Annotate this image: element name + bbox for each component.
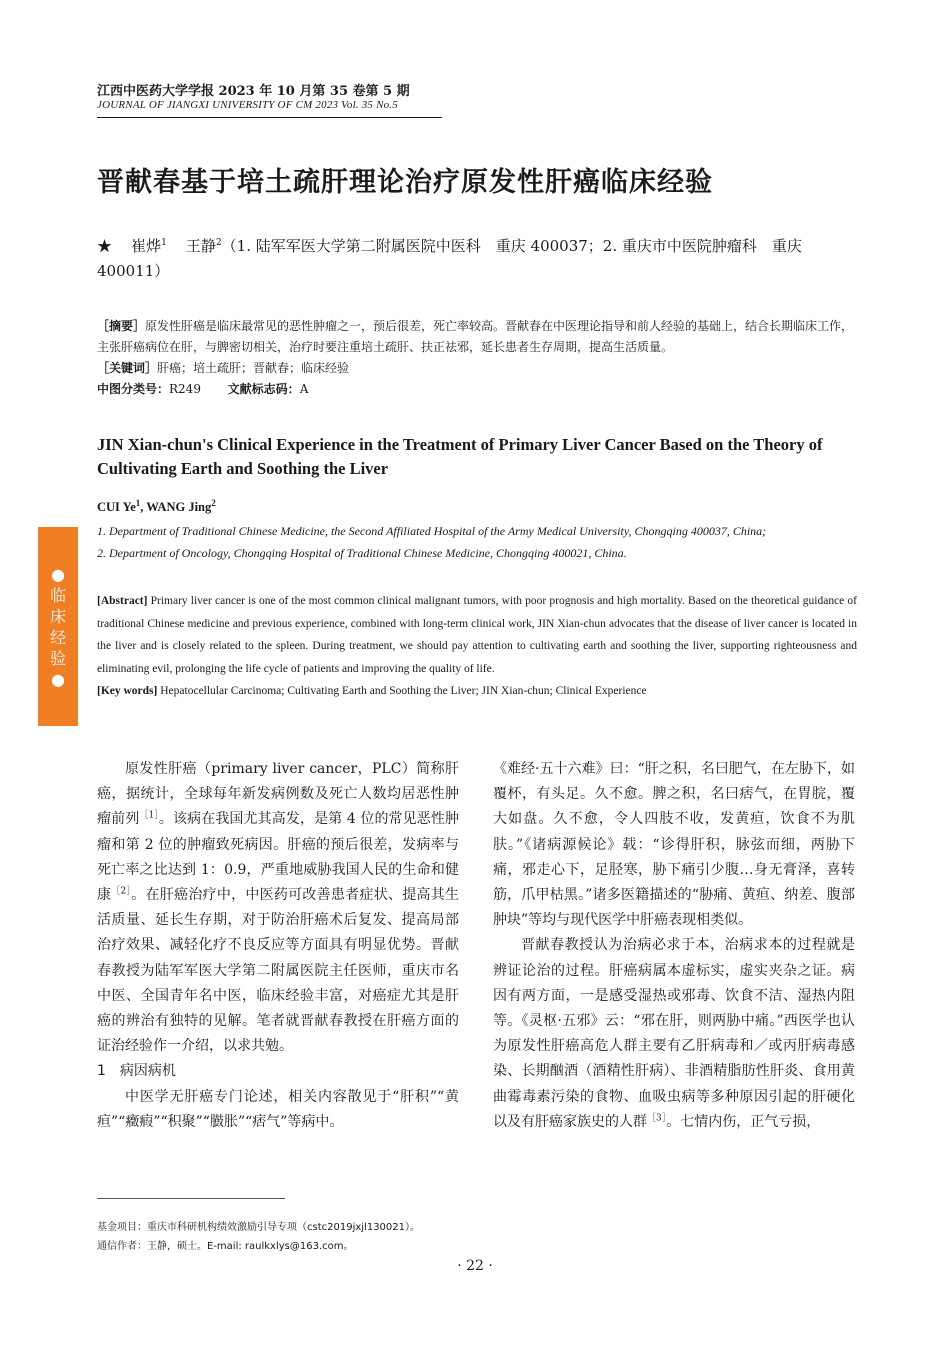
header-rule xyxy=(97,117,442,118)
abstract-en-label: [Abstract] xyxy=(97,595,148,607)
affiliation-cn: （1. 陆军军医大学第二附属医院中医科 重庆 400037；2. 重庆市中医院肿瘤科 重庆 400011） xyxy=(97,237,802,280)
citation-3: ［3］ xyxy=(647,1113,667,1124)
author-2-sup: 2 xyxy=(215,238,222,248)
section-heading-1: 1 病因病机 xyxy=(97,1063,176,1080)
journal-header-cn: 江西中医药大学学报 2023 年 10 月第 35 卷第 5 期 xyxy=(97,84,410,99)
body-text: 原发性肝癌（primary liver cancer，PLC）简称肝癌，据统计，全球每年新发病例数及死亡人数均居恶性肿瘤前列 xyxy=(97,761,459,828)
section-side-tab xyxy=(38,527,78,726)
author-2-en: WANG Jing xyxy=(146,500,212,514)
abstract-cn-body xyxy=(97,316,857,358)
body-text: 。在肝癌治疗中，中医药可改善患者症状、提高其生活质量、延长生存期，对于防治肝癌术后复发、提高局部治疗效果、减轻化疗不良反应等方面具有明显优势。晋献春教授为陆军军医大学第二附属医院主任医师，重庆市名中医、全国青年名中医，临床经验丰富，对癌症尤其是肝癌的辨治有独特的见解。笔者就晋献春教授在肝癌方面的证治经验作一介绍，以求共勉。 xyxy=(97,887,460,1055)
body-paragraph xyxy=(97,757,459,1059)
abstract-cn-label: ［摘要］ xyxy=(97,319,146,333)
author-1-en-sup: 1 xyxy=(135,497,141,508)
keywords-cn xyxy=(97,358,857,379)
citation-1: ［1］ xyxy=(139,810,159,821)
body-text: 晋献春教授认为治病必求于本，治病求本的过程就是辨证论治的过程。肝癌病属本虚标实，虚实夹杂之证。病因有两方面，一是感受湿热或邪毒、饮食不洁、湿热内阻等。《灵枢·五邪》云：“邪在肝，则两胁中痛。”西医学也认为原发性肝癌高危人群主要有乙肝病毒和／或丙肝病毒感染、长期酗酒（酒精性肝病）、非酒精脂肪性肝炎、食用黄曲霉毒素污染的食物、血吸虫病等多种原因引起的肝硬化以及有肝癌家族史的人群 xyxy=(493,937,855,1130)
keywords-en-text: Hepatocellular Carcinoma; Cultivating Earth and Soothing the Liver; JIN Xian-chun; Clinical Experience xyxy=(157,685,647,697)
footnote-correspondence: 通信作者：王静，硕士。E-mail: raulkxlys@163.com。 xyxy=(97,1241,354,1252)
side-tab-char: 床 xyxy=(49,606,66,626)
author-2-en-sup: 2 xyxy=(211,497,216,508)
side-tab-char: 经 xyxy=(49,627,66,647)
doc-code-value: A xyxy=(299,382,309,396)
keywords-cn-text: 肝癌；培土疏肝；晋献春；临床经验 xyxy=(157,361,350,375)
abstract-en-body xyxy=(97,590,857,680)
clc-label: 中图分类号： xyxy=(97,382,170,396)
article-title-cn: 晋献春基于培土疏肝理论治疗原发性肝癌临床经验 xyxy=(97,167,713,198)
clc-value: R249 xyxy=(169,382,201,396)
body-text: 。该病在我国尤其高发，是第 4 位的常见恶性肿瘤和第 2 位的肿瘤致死病因。肝癌的预后很差，发病率与死亡率之比达到 1：0.9，严重地威胁我国人民的生命和健康 xyxy=(97,811,459,904)
body-paragraph: 中医学无肝癌专门论述，相关内容散见于“肝积”“黄疸”“癥瘕”“积聚”“臌胀”“痞气”等病中。 xyxy=(97,1088,459,1130)
body-left-column xyxy=(97,757,459,1135)
abstract-cn xyxy=(97,316,857,400)
classification-line xyxy=(97,379,857,400)
keywords-en-label: [Key words] xyxy=(97,685,158,697)
doc-code-label: 文献标志码： xyxy=(227,382,300,396)
abstract-en xyxy=(97,590,857,703)
affiliation-en-2: 2. Department of Oncology, Chongqing Hospital of Traditional Chinese Medicine, Chongqing 400021, China. xyxy=(97,546,627,560)
body-paragraph: 《难经·五十六难》曰：“肝之积，名曰肥气，在左胁下，如覆杯，有头足。久不愈。脾之积，名曰痞气，在胃脘，覆大如盘。久不愈，令人四肢不收，发黄疸，饮食不为肌肤。”《诸病源候论》载：“诊得肝积，脉弦而细，两胁下痛，邪走心下，足胫寒，胁下痛引少腹…身无膏泽，喜转筋，爪甲枯黑。”诸多医籍描述的“胁痛、黄疸、纳差、腹部肿块”等均与现代医学中肝癌表现相类似。 xyxy=(493,761,855,929)
author-1-sup: 1 xyxy=(161,238,167,248)
side-tab-dot-bottom: ● xyxy=(51,669,65,689)
body-right-column xyxy=(493,757,855,1135)
author-1: 崔烨 xyxy=(131,237,162,255)
star-icon: ★ xyxy=(97,237,113,255)
keywords-cn-label: ［关键词］ xyxy=(97,361,158,375)
authors-en xyxy=(97,497,216,515)
citation-2: ［2］ xyxy=(111,886,132,897)
keywords-en xyxy=(97,680,857,703)
footnote-rule xyxy=(97,1198,285,1199)
abstract-cn-text: 原发性肝癌是临床最常见的恶性肿瘤之一，预后很差，死亡率较高。晋献春在中医理论指导和前人经验的基础上，结合长期临床工作，主张肝癌病位在肝，与脾密切相关，治疗时要注重培土疏肝、扶正祛邪，延长患者生存周期，提高生活质量。 xyxy=(97,319,854,354)
page-number: · 22 · xyxy=(457,1258,493,1274)
author-separator: , xyxy=(140,500,147,514)
journal-header-en: JOURNAL OF JIANGXI UNIVERSITY OF CM 2023 Vol. 35 No.5 xyxy=(97,99,398,111)
affiliation-en-1: 1. Department of Traditional Chinese Medicine, the Second Affiliated Hospital of the Army Medical University, Chongqing 400037, China; xyxy=(97,524,767,538)
abstract-en-text: Primary liver cancer is one of the most common clinical malignant tumors, with poor prognosis and high mortality. Based on the theoretical guidance of traditional Chinese medicine and previous experience, combined with long-term clinical work, JIN Xian-chun advocates that the disease of liver cancer is located in the liver and is closely related to the spleen. During treatment, we should pay attention to cultivating earth and soothing the liver, supporting righteousness and eliminating evil, prolonging the life cycle of patients and improving the quality of life. xyxy=(97,595,857,675)
side-tab-dot-top: ● xyxy=(51,564,65,584)
body-text: 。七情内伤，正气亏损， xyxy=(666,1113,821,1130)
author-2: 王静 xyxy=(185,237,216,255)
side-tab-char: 验 xyxy=(49,648,66,668)
side-tab-char: 临 xyxy=(49,585,66,605)
author-1-en: CUI Ye xyxy=(97,500,136,514)
body-paragraph xyxy=(493,933,855,1135)
article-title-en: JIN Xian-chun's Clinical Experience in the Treatment of Primary Liver Cancer Based on the Theory of Cultivating Earth and Soothing the Liver xyxy=(97,435,823,478)
authors-cn xyxy=(97,234,857,284)
footnote-funding: 基金项目：重庆市科研机构绩效激励引导专项（cstc2019jxjl130021）。 xyxy=(97,1222,421,1233)
